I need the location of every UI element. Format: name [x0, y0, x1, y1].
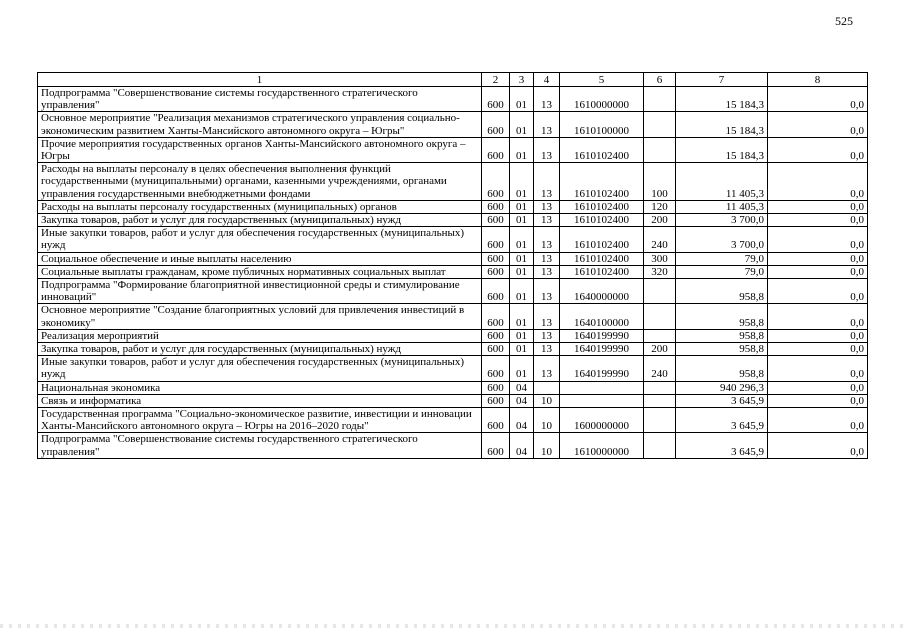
- cell-subsection: 13: [534, 356, 560, 381]
- row-name-cell: Закупка товаров, работ и услуг для государственных (муниципальных) нужд: [38, 343, 482, 356]
- row-name-cell: Реализация мероприятий: [38, 329, 482, 342]
- cell-subsection: 10: [534, 408, 560, 433]
- row-name-cell: Основное мероприятие "Создание благоприятных условий для привлечения инвестиций в экономику": [38, 304, 482, 329]
- row-name-cell: Социальное обеспечение и иные выплаты населению: [38, 252, 482, 265]
- cell-section: 01: [510, 304, 534, 329]
- cell-amount: 15 184,3: [676, 137, 768, 162]
- row-name-cell: Прочие мероприятия государственных органов Ханты-Мансийского автономного округа – Югры: [38, 137, 482, 162]
- cell-subsection: 10: [534, 394, 560, 407]
- cell-subsection: 13: [534, 163, 560, 201]
- cell-grbs: 600: [482, 279, 510, 304]
- cell-grbs: 600: [482, 214, 510, 227]
- cell-section: 01: [510, 163, 534, 201]
- budget-table: [37, 72, 868, 459]
- row-name-cell: Расходы на выплаты персоналу государственных (муниципальных) органов: [38, 200, 482, 213]
- cell-grbs: 600: [482, 112, 510, 137]
- cell-amount-2: 0,0: [768, 356, 868, 381]
- cell-amount: 958,8: [676, 343, 768, 356]
- column-header: 6: [644, 73, 676, 87]
- cell-target-article: 1610000000: [560, 87, 644, 112]
- cell-amount-2: 0,0: [768, 408, 868, 433]
- cell-amount: 3 645,9: [676, 408, 768, 433]
- cell-subsection: 13: [534, 343, 560, 356]
- cell-subsection: 13: [534, 329, 560, 342]
- cell-grbs: 600: [482, 394, 510, 407]
- cell-grbs: 600: [482, 381, 510, 394]
- cell-target-article: 1640000000: [560, 279, 644, 304]
- cell-amount: 958,8: [676, 304, 768, 329]
- cell-amount-2: 0,0: [768, 137, 868, 162]
- row-name-cell: Национальная экономика: [38, 381, 482, 394]
- cell-section: 01: [510, 87, 534, 112]
- row-name-cell: Подпрограмма "Совершенствование системы государственного стратегического управления": [38, 433, 482, 458]
- cell-expense-type: [644, 279, 676, 304]
- cell-amount-2: 0,0: [768, 227, 868, 252]
- cell-target-article: [560, 394, 644, 407]
- column-header: 8: [768, 73, 868, 87]
- table-header-row: [38, 73, 868, 87]
- row-name-cell: Государственная программа "Социально-экономическое развитие, инвестиции и инновации Ханты-Мансийского автономного округа – Югры на 2016–2020 годы": [38, 408, 482, 433]
- cell-target-article: 1610102400: [560, 265, 644, 278]
- cell-subsection: 13: [534, 227, 560, 252]
- cell-expense-type: [644, 433, 676, 458]
- table-row: [38, 304, 868, 329]
- cell-grbs: 600: [482, 252, 510, 265]
- cell-expense-type: [644, 304, 676, 329]
- cell-target-article: 1610102400: [560, 137, 644, 162]
- cell-amount-2: 0,0: [768, 329, 868, 342]
- cell-amount-2: 0,0: [768, 343, 868, 356]
- cell-section: 01: [510, 200, 534, 213]
- cell-expense-type: 300: [644, 252, 676, 265]
- cell-subsection: 13: [534, 304, 560, 329]
- table-row: [38, 227, 868, 252]
- row-name-cell: Основное мероприятие "Реализация механизмов стратегического управления социально-экономическим развитием Ханты-Мансийского автономного округа – Югры": [38, 112, 482, 137]
- table-row: [38, 408, 868, 433]
- cell-subsection: 13: [534, 200, 560, 213]
- table-row: [38, 252, 868, 265]
- cell-amount: 79,0: [676, 252, 768, 265]
- cell-subsection: 13: [534, 87, 560, 112]
- cell-section: 01: [510, 343, 534, 356]
- cell-amount: 958,8: [676, 329, 768, 342]
- cell-amount-2: 0,0: [768, 163, 868, 201]
- cell-expense-type: 320: [644, 265, 676, 278]
- cell-expense-type: [644, 394, 676, 407]
- cell-section: 01: [510, 329, 534, 342]
- cell-subsection: [534, 381, 560, 394]
- row-name-cell: Подпрограмма "Формирование благоприятной инвестиционной среды и стимулирование инноваций": [38, 279, 482, 304]
- cell-expense-type: 200: [644, 214, 676, 227]
- table-row: [38, 394, 868, 407]
- cell-amount: 11 405,3: [676, 200, 768, 213]
- table-row: [38, 279, 868, 304]
- cell-subsection: 13: [534, 112, 560, 137]
- table-row: [38, 137, 868, 162]
- cell-section: 01: [510, 112, 534, 137]
- cell-section: 01: [510, 227, 534, 252]
- cell-grbs: 600: [482, 329, 510, 342]
- cell-amount: 3 700,0: [676, 214, 768, 227]
- table-row: [38, 343, 868, 356]
- cell-subsection: 13: [534, 252, 560, 265]
- cell-amount: 958,8: [676, 356, 768, 381]
- cell-amount: 3 645,9: [676, 433, 768, 458]
- row-name-cell: Иные закупки товаров, работ и услуг для обеспечения государственных (муниципальных) нужд: [38, 227, 482, 252]
- cell-subsection: 13: [534, 279, 560, 304]
- cell-expense-type: [644, 137, 676, 162]
- cell-expense-type: [644, 408, 676, 433]
- row-name-cell: Социальные выплаты гражданам, кроме публичных нормативных социальных выплат: [38, 265, 482, 278]
- cell-subsection: 13: [534, 137, 560, 162]
- cell-expense-type: [644, 381, 676, 394]
- cell-amount-2: 0,0: [768, 200, 868, 213]
- cell-grbs: 600: [482, 304, 510, 329]
- cell-section: 01: [510, 137, 534, 162]
- cell-target-article: 1610000000: [560, 433, 644, 458]
- cell-amount: 3 700,0: [676, 227, 768, 252]
- cell-amount-2: 0,0: [768, 252, 868, 265]
- cell-amount-2: 0,0: [768, 112, 868, 137]
- column-header: 2: [482, 73, 510, 87]
- cell-target-article: 1610102400: [560, 163, 644, 201]
- cell-amount: 940 296,3: [676, 381, 768, 394]
- cell-target-article: 1610102400: [560, 227, 644, 252]
- cell-grbs: 600: [482, 87, 510, 112]
- cell-section: 04: [510, 408, 534, 433]
- cell-amount-2: 0,0: [768, 394, 868, 407]
- cell-section: 01: [510, 265, 534, 278]
- column-header: 5: [560, 73, 644, 87]
- cell-amount-2: 0,0: [768, 87, 868, 112]
- cell-amount-2: 0,0: [768, 433, 868, 458]
- cell-subsection: 10: [534, 433, 560, 458]
- cell-section: 01: [510, 279, 534, 304]
- cell-subsection: 13: [534, 214, 560, 227]
- table-row: [38, 87, 868, 112]
- cell-amount: 11 405,3: [676, 163, 768, 201]
- cell-target-article: 1640199990: [560, 343, 644, 356]
- cell-section: 01: [510, 356, 534, 381]
- cell-section: 04: [510, 433, 534, 458]
- cell-target-article: 1600000000: [560, 408, 644, 433]
- cell-amount: 79,0: [676, 265, 768, 278]
- cell-expense-type: 240: [644, 227, 676, 252]
- column-header: 7: [676, 73, 768, 87]
- cell-amount-2: 0,0: [768, 265, 868, 278]
- table-row: [38, 265, 868, 278]
- cell-target-article: 1610100000: [560, 112, 644, 137]
- cell-grbs: 600: [482, 408, 510, 433]
- scan-artifact-line: [0, 624, 905, 628]
- cell-grbs: 600: [482, 163, 510, 201]
- table-row: [38, 214, 868, 227]
- cell-grbs: 600: [482, 200, 510, 213]
- column-header: 3: [510, 73, 534, 87]
- table-row: [38, 163, 868, 201]
- table-row: [38, 112, 868, 137]
- cell-expense-type: 240: [644, 356, 676, 381]
- row-name-cell: Связь и информатика: [38, 394, 482, 407]
- cell-grbs: 600: [482, 356, 510, 381]
- cell-target-article: 1640199990: [560, 356, 644, 381]
- row-name-cell: Иные закупки товаров, работ и услуг для обеспечения государственных (муниципальных) нужд: [38, 356, 482, 381]
- cell-expense-type: [644, 112, 676, 137]
- table-row: [38, 329, 868, 342]
- cell-amount-2: 0,0: [768, 304, 868, 329]
- cell-amount: 15 184,3: [676, 87, 768, 112]
- cell-section: 01: [510, 252, 534, 265]
- cell-grbs: 600: [482, 137, 510, 162]
- cell-grbs: 600: [482, 265, 510, 278]
- cell-grbs: 600: [482, 227, 510, 252]
- table-body: [38, 87, 868, 459]
- cell-expense-type: [644, 87, 676, 112]
- cell-amount-2: 0,0: [768, 214, 868, 227]
- cell-expense-type: 120: [644, 200, 676, 213]
- cell-target-article: [560, 381, 644, 394]
- cell-target-article: 1610102400: [560, 200, 644, 213]
- column-header: 4: [534, 73, 560, 87]
- cell-amount: 3 645,9: [676, 394, 768, 407]
- row-name-cell: Закупка товаров, работ и услуг для государственных (муниципальных) нужд: [38, 214, 482, 227]
- cell-section: 04: [510, 381, 534, 394]
- cell-subsection: 13: [534, 265, 560, 278]
- cell-amount: 15 184,3: [676, 112, 768, 137]
- cell-target-article: 1610102400: [560, 214, 644, 227]
- table-row: [38, 433, 868, 458]
- cell-section: 01: [510, 214, 534, 227]
- row-name-cell: Расходы на выплаты персоналу в целях обеспечения выполнения функций государственными (муниципальными) органами, казенными учреждениями, органами управления государственными внебюджетными фондами: [38, 163, 482, 201]
- cell-grbs: 600: [482, 433, 510, 458]
- row-name-cell: Подпрограмма "Совершенствование системы государственного стратегического управления": [38, 87, 482, 112]
- cell-grbs: 600: [482, 343, 510, 356]
- page-number: 525: [835, 14, 853, 28]
- table-row: [38, 381, 868, 394]
- cell-expense-type: 100: [644, 163, 676, 201]
- cell-amount-2: 0,0: [768, 279, 868, 304]
- table-row: [38, 200, 868, 213]
- cell-amount-2: 0,0: [768, 381, 868, 394]
- cell-target-article: 1640199990: [560, 329, 644, 342]
- column-header: 1: [38, 73, 482, 87]
- cell-section: 04: [510, 394, 534, 407]
- cell-target-article: 1610102400: [560, 252, 644, 265]
- cell-expense-type: 200: [644, 343, 676, 356]
- table-row: [38, 356, 868, 381]
- cell-expense-type: [644, 329, 676, 342]
- cell-amount: 958,8: [676, 279, 768, 304]
- cell-target-article: 1640100000: [560, 304, 644, 329]
